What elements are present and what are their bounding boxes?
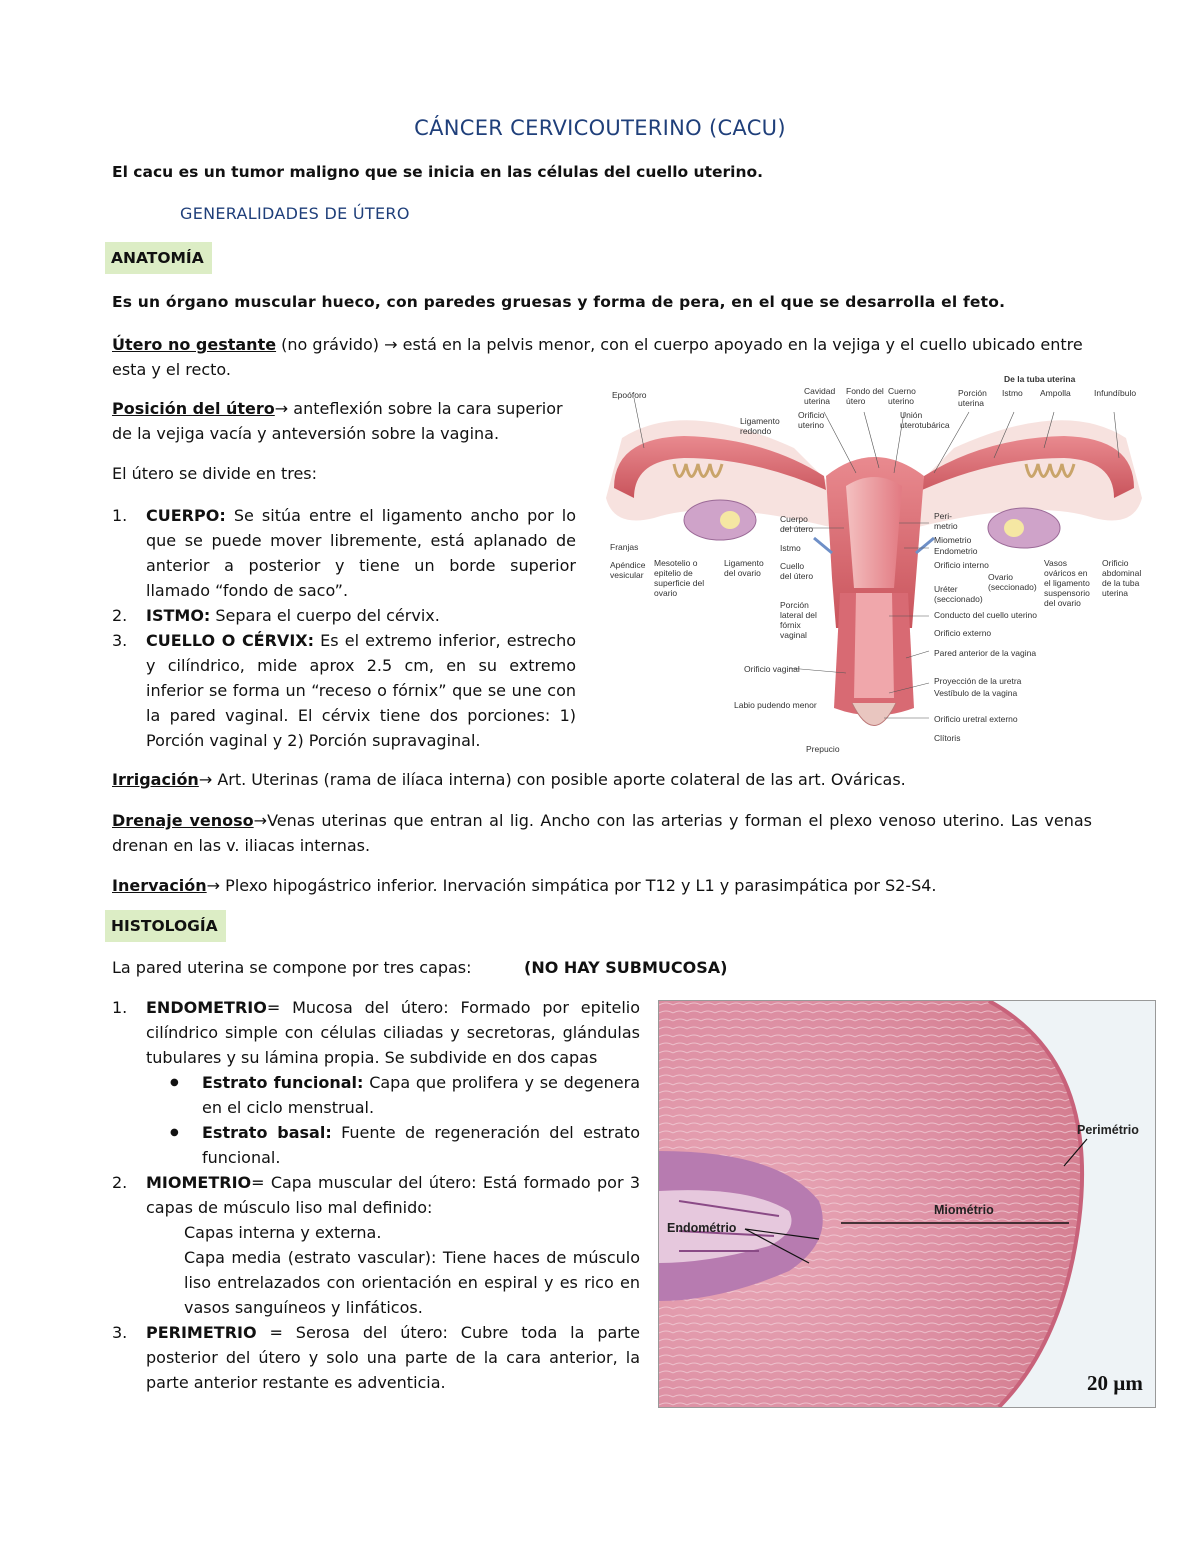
part-label: CUELLO O CÉRVIX: bbox=[146, 631, 315, 650]
label-orificio-uterino: Orificio uterino bbox=[798, 410, 825, 430]
label-ligamento-ovario: Ligamento del ovario bbox=[724, 558, 764, 578]
label-apendice-vesicular: Apéndice vesicular bbox=[610, 560, 646, 580]
histology-figure bbox=[658, 1000, 1156, 1408]
label-porcion-lateral-fornix: Porción lateral del fórnix vaginal bbox=[780, 600, 817, 640]
uterus-parts-list bbox=[112, 503, 576, 753]
label-cuerpo-utero: Cuerpo del útero bbox=[780, 514, 814, 534]
list-item-estrato-basal bbox=[112, 1120, 640, 1170]
label-franjas: Franjas bbox=[610, 542, 639, 552]
divide-text: El útero se divide en tres: bbox=[112, 464, 318, 483]
histologia-intro: La pared uterina se compone por tres capas: bbox=[112, 958, 472, 977]
inervacion-paragraph bbox=[112, 873, 1112, 898]
part-label: ISTMO: bbox=[146, 606, 211, 625]
anatomia-tag: ANATOMÍA bbox=[105, 242, 212, 274]
perimetrio-label: PERIMETRIO bbox=[146, 1323, 257, 1342]
estrato-funcional-label: Estrato funcional: bbox=[202, 1073, 364, 1092]
part-text: Separa el cuerpo del cérvix. bbox=[210, 606, 440, 625]
scale-bar-label: 20 µm bbox=[1087, 1371, 1143, 1395]
endometrio-label: ENDOMETRIO bbox=[146, 998, 267, 1017]
drenaje-label: Drenaje venoso bbox=[112, 811, 254, 830]
label-miometrio: Miometrio bbox=[934, 535, 972, 545]
list-item bbox=[112, 628, 576, 753]
list-item-miometrio bbox=[112, 1170, 640, 1220]
label-orificio-abdominal: Orificio abdominal de la tuba uterina bbox=[1102, 558, 1142, 598]
label-vestibulo-vagina: Vestíbulo de la vagina bbox=[934, 688, 1018, 698]
no-gestante-text: (no grávido) → está en la pelvis menor, con el cuerpo apoyado en la vejiga y el cuello ubicado entre esta y el recto. bbox=[112, 335, 1083, 379]
irrigacion-text: → Art. Uterinas (rama de ilíaca interna) con posible aporte colateral de las art. Ováricas. bbox=[198, 770, 906, 789]
label-porcion-uterina: Porción uterina bbox=[958, 388, 987, 408]
label-prepucio: Prepucio bbox=[806, 744, 840, 754]
list-number: 1. bbox=[112, 506, 128, 525]
label-cuello-utero: Cuello del útero bbox=[780, 561, 814, 581]
irrigacion-label: Irrigación bbox=[112, 770, 199, 789]
estrato-funcional-text: Capa que prolifera y se degenera en el ciclo menstrual. bbox=[202, 1073, 641, 1117]
label-union-uterotubarica: Unión uterotubárica bbox=[900, 410, 950, 430]
uterus-definition: Es un órgano muscular hueco, con paredes gruesas y forma de pera, en el que se desarrolla el feto. bbox=[112, 293, 1006, 311]
label-fondo-utero: Fondo del útero bbox=[846, 386, 884, 406]
no-gestante-label: Útero no gestante bbox=[112, 335, 277, 354]
label-proyeccion-uretra: Proyección de la uretra bbox=[934, 676, 1022, 686]
part-text: Es el extremo inferior, estrecho y cilíndrico, mide aprox 2.5 cm, en su extremo inferior se forma un “receso o fórnix” que se une con la pared vaginal. El cérvix tiene dos porciones: 1) Porción vaginal y 2) Porción supravaginal. bbox=[146, 631, 577, 750]
label-istmo-utero: Istmo bbox=[780, 543, 801, 553]
list-item-perimetrio bbox=[112, 1320, 640, 1395]
uterus-anatomy-figure bbox=[594, 374, 1154, 758]
label-cavidad-uterina: Cavidad uterina bbox=[804, 386, 836, 406]
estrato-basal-text: Fuente de regeneración del estrato funcional. bbox=[202, 1123, 640, 1167]
label-istmo-tuba: Istmo bbox=[1002, 388, 1023, 398]
label-perimetrio-histo: Perimétrio bbox=[1077, 1123, 1139, 1137]
label-cuerno-uterino: Cuerno uterino bbox=[888, 386, 916, 406]
list-item bbox=[112, 503, 576, 603]
estrato-basal-label: Estrato basal: bbox=[202, 1123, 332, 1142]
miometrio-sub2: Capa media (estrato vascular): Tiene haces de músculo liso entrelazados con orientación en espiral y es rico en vasos sanguíneos y linfáticos. bbox=[184, 1248, 640, 1317]
label-endometrio: Endometrio bbox=[934, 546, 978, 556]
label-epooforo: Epoóforo bbox=[612, 390, 647, 400]
no-gestante-paragraph bbox=[112, 332, 1092, 382]
part-label: CUERPO: bbox=[146, 506, 226, 525]
list-number: 3. bbox=[112, 631, 128, 650]
section-subheading: GENERALIDADES DE ÚTERO bbox=[180, 204, 410, 223]
label-infundibulo: Infundíbulo bbox=[1094, 388, 1137, 398]
label-labio-pudendo: Labio pudendo menor bbox=[734, 700, 817, 710]
label-vasos-ovaricos: Vasos ováricos en el ligamento suspensorio del ovario bbox=[1044, 558, 1090, 608]
endometrio-text: = Mucosa del útero: Formado por epitelio cilíndrico simple con células ciliadas y secretoras, glándulas tubulares y su lámina propia. Se subdivide en dos capas bbox=[146, 998, 640, 1067]
label-tuba-uterina: De la tuba uterina bbox=[1004, 374, 1076, 384]
list-number: 2. bbox=[112, 606, 128, 625]
miometrio-text: = Capa muscular del útero: Está formado por 3 capas de músculo liso mal definido: bbox=[146, 1173, 640, 1217]
drenaje-text: →Venas uterinas que entran al lig. Ancho con las arterias y forman el plexo venoso uterino. Las venas drenan en las v. iliacas internas. bbox=[112, 811, 1092, 855]
bullet-icon: ● bbox=[170, 1127, 179, 1138]
label-ureter: Uréter (seccionado) bbox=[934, 584, 983, 604]
part-text: Se sitúa entre el ligamento ancho por lo que se puede mover libremente, está aplanado de anterior a posterior y tiene un borde superior llamado “fondo de saco”. bbox=[146, 506, 576, 600]
list-item-estrato-funcional bbox=[112, 1070, 640, 1120]
inervacion-text: → Plexo hipogástrico inferior. Inervación simpática por T12 y L1 y parasimpática por S2-S4. bbox=[206, 876, 937, 895]
list-number: 2. bbox=[112, 1173, 128, 1192]
label-orificio-vaginal: Orificio vaginal bbox=[744, 664, 800, 674]
list-number: 1. bbox=[112, 998, 128, 1017]
label-mesotelio: Mesotelio o epitelio de superficie del ovario bbox=[654, 558, 705, 598]
bullet-icon: ● bbox=[170, 1077, 179, 1088]
label-orificio-externo: Orificio externo bbox=[934, 628, 992, 638]
label-ampolla: Ampolla bbox=[1040, 388, 1071, 398]
label-orificio-uretral: Orificio uretral externo bbox=[934, 714, 1018, 724]
miometrio-sub1: Capas interna y externa. bbox=[184, 1223, 382, 1242]
histologia-tag: HISTOLOGÍA bbox=[105, 910, 226, 942]
capas-list bbox=[112, 995, 640, 1395]
label-ligamento-redondo: Ligamento redondo bbox=[740, 416, 780, 436]
irrigacion-paragraph bbox=[112, 767, 1112, 792]
label-orificio-interno: Orificio interno bbox=[934, 560, 989, 570]
histology-micrograph bbox=[659, 1001, 1155, 1407]
label-clitoris: Clítoris bbox=[934, 733, 961, 743]
posicion-paragraph bbox=[112, 396, 582, 446]
label-miometrio-histo: Miométrio bbox=[934, 1203, 994, 1217]
label-conducto-cuello: Conducto del cuello uterino bbox=[934, 610, 1038, 620]
list-item-endometrio bbox=[112, 995, 640, 1070]
page-title: CÁNCER CERVICOUTERINO (CACU) bbox=[414, 116, 786, 140]
intro-text: El cacu es un tumor maligno que se inicia en las células del cuello uterino. bbox=[112, 163, 764, 181]
perimetrio-text: = Serosa del útero: Cubre toda la parte posterior del útero y solo una parte de la cara anterior, la parte anterior restante es adventicia. bbox=[146, 1323, 640, 1392]
posicion-text: → anteflexión sobre la cara superior de la vejiga vacía y anteversión sobre la vagina. bbox=[112, 399, 563, 443]
miometrio-label: MIOMETRIO bbox=[146, 1173, 252, 1192]
no-submucosa-note: (NO HAY SUBMUCOSA) bbox=[524, 958, 728, 977]
drenaje-paragraph bbox=[112, 808, 1092, 858]
posicion-label: Posición del útero bbox=[112, 399, 275, 418]
inervacion-label: Inervación bbox=[112, 876, 207, 895]
list-number: 3. bbox=[112, 1323, 128, 1342]
list-item bbox=[112, 603, 576, 628]
label-endometrio-histo: Endométrio bbox=[667, 1221, 737, 1235]
label-pared-vagina: Pared anterior de la vagina bbox=[934, 648, 1037, 658]
label-perimetrio: Peri- metrio bbox=[934, 511, 958, 531]
label-ovario: Ovario (seccionado) bbox=[988, 572, 1037, 592]
